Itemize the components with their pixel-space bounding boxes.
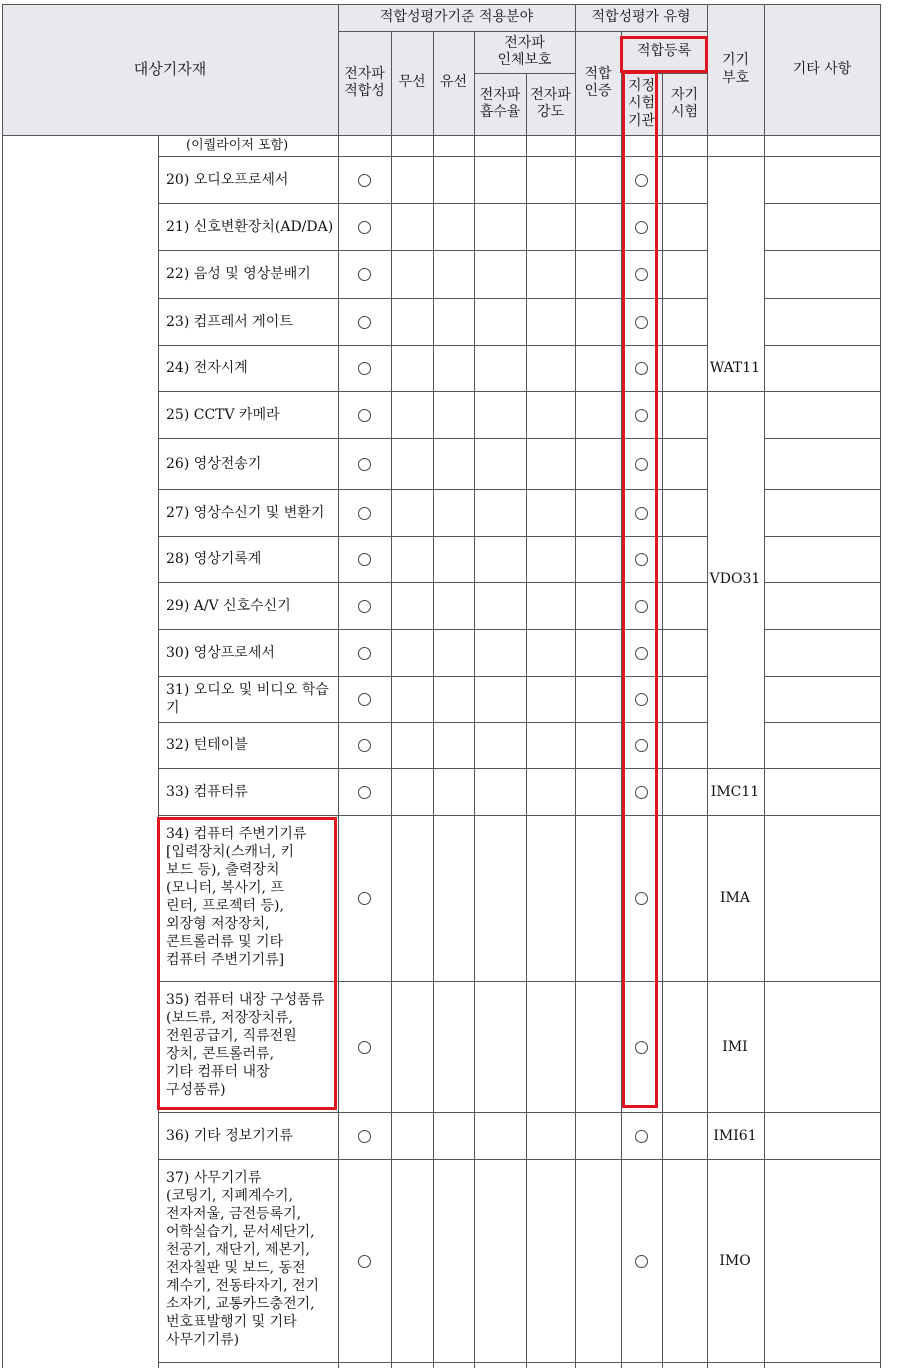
grid-hline bbox=[764, 722, 880, 723]
grid-vline bbox=[2, 135, 3, 1368]
grid-hline bbox=[158, 1362, 707, 1363]
emc-applicable-mark bbox=[358, 739, 371, 752]
header-target-equipment: 대상기자재 bbox=[133, 60, 207, 79]
grid-vline bbox=[880, 4, 881, 135]
row-label: 29) A/V 신호수신기 bbox=[166, 597, 291, 614]
header-eval-type: 적합성평가 유형 bbox=[591, 8, 691, 25]
emc-applicable-mark bbox=[358, 362, 371, 375]
emc-applicable-mark bbox=[358, 316, 371, 329]
header-designated-lab: 지정 시험 기관 bbox=[627, 77, 656, 129]
row-label: 27) 영상수신기 및 변환기 bbox=[166, 504, 325, 521]
row-label: 25) CCTV 카메라 bbox=[166, 406, 280, 423]
row-label: 37) 사무기기류 (코팅기, 지폐계수기, 전자저울, 금전등록기, 어학실습기, 문서세단기, 천공기, 재단기, 제본기, 전자칠판 및 보드, 동전 계수기, 전동타자기, 전기 소자기, 교통카드충전기, 번호표발행기 및 기타 사무기기류) bbox=[166, 1170, 320, 1348]
grid-hline bbox=[764, 298, 880, 299]
device-code: VDO31 bbox=[709, 571, 761, 587]
emc-applicable-mark bbox=[358, 221, 371, 234]
grid-vline bbox=[662, 135, 663, 1368]
device-code: IMI61 bbox=[713, 1128, 757, 1144]
header-sar: 전자파 흡수율 bbox=[479, 86, 521, 120]
emc-applicable-mark bbox=[358, 174, 371, 187]
emc-applicable-mark bbox=[358, 693, 371, 706]
row-label: 24) 전자시계 bbox=[166, 360, 248, 376]
designated-lab-highlight-box bbox=[622, 71, 658, 1108]
grid-hline bbox=[707, 1112, 764, 1113]
grid-hline bbox=[707, 981, 764, 982]
grid-vline bbox=[338, 135, 339, 1368]
row-label: 31) 오디오 및 비디오 학습기 bbox=[166, 682, 329, 716]
grid-hline bbox=[764, 1112, 880, 1113]
device-code: IMO bbox=[719, 1253, 751, 1269]
grid-hline bbox=[764, 1362, 880, 1363]
device-code: IMI bbox=[722, 1039, 748, 1055]
grid-vline bbox=[526, 135, 527, 1368]
row-label: 28) 영상기록계 bbox=[166, 551, 262, 567]
grid-vline bbox=[707, 135, 708, 1368]
grid-hline bbox=[764, 438, 880, 439]
grid-hline bbox=[2, 135, 880, 136]
grid-hline bbox=[764, 345, 880, 346]
emc-applicable-mark bbox=[358, 1130, 371, 1143]
grid-hline bbox=[707, 1159, 764, 1160]
grid-hline bbox=[707, 1362, 764, 1363]
row-label: 32) 턴테이블 bbox=[166, 737, 248, 753]
row-label: 33) 컴퓨터류 bbox=[166, 783, 248, 800]
continued-row-label: (이퀄라이저 포함) bbox=[186, 137, 289, 153]
grid-hline bbox=[764, 1159, 880, 1160]
grid-hline bbox=[764, 250, 880, 251]
emc-applicable-mark bbox=[358, 409, 371, 422]
row-label: 30) 영상프로세서 bbox=[166, 644, 275, 661]
row-label: 22) 음성 및 영상분배기 bbox=[166, 266, 311, 282]
header-registration: 적합등록 bbox=[636, 43, 692, 60]
grid-hline bbox=[707, 815, 764, 816]
emc-applicable-mark bbox=[358, 1255, 371, 1268]
header-wireless: 무선 bbox=[398, 74, 426, 91]
grid-hline bbox=[764, 981, 880, 982]
header-emf: 전자파 인체보호 bbox=[497, 34, 552, 68]
row-label: 20) 오디오프로세서 bbox=[166, 171, 289, 188]
designated-lab-mark bbox=[635, 1255, 648, 1268]
grid-hline bbox=[158, 1159, 707, 1160]
computer-rows-highlight-box bbox=[157, 817, 337, 1110]
emc-applicable-mark bbox=[358, 1041, 371, 1054]
row-label: 23) 컴프레서 게이트 bbox=[166, 313, 293, 330]
header-emc: 전자파 적합성 bbox=[344, 65, 385, 99]
emc-applicable-mark bbox=[358, 647, 371, 660]
grid-vline bbox=[880, 135, 881, 1368]
grid-hline bbox=[764, 676, 880, 677]
header-certification: 적합 인증 bbox=[584, 65, 612, 99]
grid-hline bbox=[764, 768, 880, 769]
row-label: 26) 영상전송기 bbox=[166, 455, 262, 472]
grid-hline bbox=[764, 203, 880, 204]
grid-hline bbox=[764, 582, 880, 583]
row-label: 35) 컴퓨터 내장 구성품류 (보드류, 저장장치류, 전원공급기, 직류전원 장치, 콘트롤러류, 기타 컴퓨터 내장 구성품류) bbox=[166, 992, 325, 1098]
grid-vline bbox=[391, 135, 392, 1368]
header-wired: 유선 bbox=[439, 74, 468, 91]
emc-applicable-mark bbox=[358, 786, 371, 799]
grid-hline bbox=[707, 391, 764, 392]
device-code: WAT11 bbox=[709, 360, 761, 376]
device-code: IMA bbox=[720, 890, 750, 906]
registration-highlight-box bbox=[620, 36, 708, 73]
device-code: IMC11 bbox=[710, 784, 760, 800]
designated-lab-mark bbox=[635, 1130, 648, 1143]
grid-hline bbox=[764, 536, 880, 537]
grid-vline bbox=[474, 135, 475, 1368]
grid-hline bbox=[764, 391, 880, 392]
grid-vline bbox=[433, 135, 434, 1368]
header-standard-field: 적합성평가기준 적용분야 bbox=[379, 8, 534, 25]
header-self-test: 자기 시험 bbox=[670, 86, 699, 120]
emc-applicable-mark bbox=[358, 600, 371, 613]
emc-applicable-mark bbox=[358, 892, 371, 905]
emc-applicable-mark bbox=[358, 458, 371, 471]
row-label: 21) 신호변환장치(AD/DA) bbox=[166, 218, 334, 235]
emc-applicable-mark bbox=[358, 507, 371, 520]
row-label: 34) 컴퓨터 주변기기류 [입력장치(스캐너, 키 보드 등), 출력장치 (모니터, 복사기, 프 린터, 프로젝터 등), 외장형 저장장치, 콘트롤러류 및 기타 컴퓨터 주변기기류] bbox=[166, 826, 307, 968]
row-label: 36) 기타 정보기기류 bbox=[166, 1127, 293, 1144]
grid-hline bbox=[707, 768, 764, 769]
emc-applicable-mark bbox=[358, 268, 371, 281]
emc-applicable-mark bbox=[358, 553, 371, 566]
header-device-code: 기기 부호 bbox=[721, 52, 750, 86]
grid-vline bbox=[575, 135, 576, 1368]
header-other: 기타 사항 bbox=[792, 60, 852, 77]
grid-vline bbox=[764, 135, 765, 1368]
grid-hline bbox=[764, 489, 880, 490]
grid-hline bbox=[764, 815, 880, 816]
grid-hline bbox=[764, 629, 880, 630]
header-field-strength: 전자파 강도 bbox=[530, 86, 571, 120]
